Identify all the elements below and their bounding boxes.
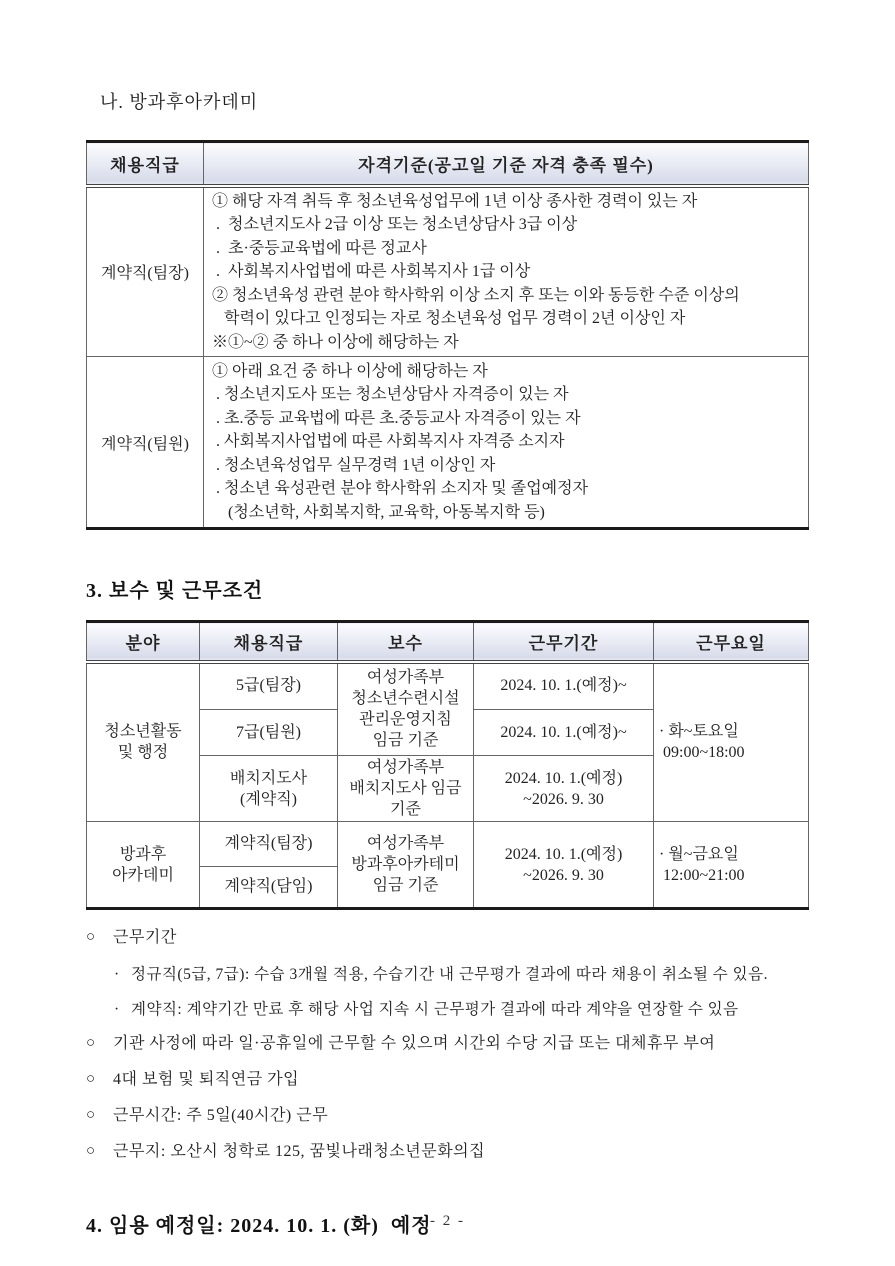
criteria-line: 학력이 있다고 인정되는 자로 청소년육성 업무 경력이 2년 이상인 자 (212, 310, 686, 327)
grade-cell-contract-homeroom: 계약직(담임) (200, 867, 338, 909)
pay-cell-afterschool: 여성가족부 방과후아카테미 임금 기준 (338, 822, 474, 909)
dot-bullet-icon: · (114, 1001, 120, 1018)
circle-bullet-icon: ○ (86, 1071, 96, 1087)
circle-bullet-icon: ○ (86, 1107, 96, 1123)
period-cell-3: 2024. 10. 1.(예정) ~2026. 9. 30 (474, 756, 654, 822)
compensation-table-header-row (87, 622, 809, 662)
criteria-line: (청소년학, 사회복지학, 교육학, 아동복지학 등) (212, 503, 545, 521)
days-cell-tue-sat: · 화~토요일 09:00~18:00 (654, 662, 809, 822)
header-days: 근무요일 (654, 622, 809, 662)
criteria-line: ② 청소년육성 관련 분야 학사학위 이상 소지 후 또는 이와 동등한 수준 이상의 (212, 286, 740, 304)
criteria-line: . 사회복지사업법에 따른 사회복지사 1급 이상 (212, 263, 531, 280)
circle-bullet-icon: ○ (86, 1143, 96, 1159)
note-item-work-period: ○ 근무기간 (86, 924, 826, 951)
note-item-holiday-work: ○ 기관 사정에 따라 일·공휴일에 근무할 수 있으며 시간외 수당 지급 또는 대체휴무 부여 (86, 1030, 826, 1057)
page-number: - 2 - (430, 1213, 465, 1229)
pay-cell-placement-instructor: 여성가족부 배치지도사 임금 기준 (338, 756, 474, 822)
table-row (87, 662, 809, 710)
header-field: 분야 (87, 622, 200, 662)
grade-cell-team-leader: 계약직(팀장) (87, 186, 204, 357)
grade-cell-level5: 5급(팀장) (200, 662, 338, 710)
grade-cell-placement-instructor: 배치지도사 (계약직) (200, 756, 338, 822)
header-grade: 채용직급 (87, 142, 204, 186)
note-item-work-hours: ○ 근무시간: 주 5일(40시간) 근무 (86, 1102, 826, 1129)
section-heading-compensation: 3. 보수 및 근무조건 (86, 580, 264, 602)
grade-cell-contract-leader: 계약직(팀장) (200, 822, 338, 867)
period-cell-2: 2024. 10. 1.(예정)~ (474, 710, 654, 756)
criteria-line: ① 해당 자격 취득 후 청소년육성업무에 1년 이상 종사한 경력이 있는 자 (212, 192, 698, 210)
header-grade: 채용직급 (200, 622, 338, 662)
field-cell-afterschool: 방과후 아카데미 (87, 822, 200, 909)
criteria-line: . 청소년지도사 2급 이상 또는 청소년상담사 3급 이상 (212, 216, 578, 233)
subnote-item-regular: · 정규직(5급, 7급): 수습 3개월 적용, 수습기간 내 근무평가 결과에 따라 채용이 취소될 수 있음. (114, 960, 826, 989)
criteria-line: . 초·중등교육법에 따른 정교사 (212, 239, 427, 257)
note-item-workplace: ○ 근무지: 오산시 청학로 125, 꿈빛나래청소년문화의집 (86, 1138, 826, 1165)
circle-bullet-icon: ○ (86, 929, 96, 945)
criteria-line: ① 아래 요건 중 하나 이상에 해당하는 자 (212, 362, 488, 380)
days-cell-mon-fri: · 월~금요일 12:00~21:00 (654, 822, 809, 909)
header-period: 근무기간 (474, 622, 654, 662)
period-cell-1: 2024. 10. 1.(예정)~ (474, 662, 654, 710)
page-content (86, 88, 810, 1238)
criteria-cell-team-leader (204, 186, 809, 357)
qualification-table (86, 140, 809, 530)
subnote-item-contract: · 계약직: 계약기간 만료 후 해당 사업 지속 시 근무평가 결과에 따라 계약을 연장할 수 있음 (114, 995, 826, 1024)
pay-cell-facility-guideline: 여성가족부 청소년수련시설 관리운영지침 임금 기준 (338, 662, 474, 756)
qualification-table-header-row (87, 142, 809, 186)
section-heading-appointment-date: 4. 임용 예정일: 2024. 10. 1. (화) 예정 (86, 1215, 432, 1237)
dot-bullet-icon: · (114, 966, 120, 983)
note-item-insurance: ○ 4대 보험 및 퇴직연금 가입 (86, 1066, 826, 1093)
compensation-table (86, 620, 809, 910)
table-row (87, 357, 809, 529)
criteria-line: . 청소년육성업무 실무경력 1년 이상인 자 (212, 456, 496, 474)
header-pay: 보수 (338, 622, 474, 662)
criteria-line: ※①~② 중 하나 이상에 해당하는 자 (212, 333, 459, 351)
subsection-heading-afterschool: 나. 방과후아카데미 (100, 92, 259, 112)
field-cell-youth-activity: 청소년활동 및 행정 (87, 662, 200, 822)
table-row (87, 186, 809, 357)
working-conditions-notes (86, 924, 826, 1165)
criteria-cell-team-member (204, 357, 809, 529)
grade-cell-team-member: 계약직(팀원) (87, 357, 204, 529)
criteria-line: . 초.중등 교육법에 따른 초.중등교사 자격증이 있는 자 (212, 409, 581, 427)
criteria-line: . 청소년 육성관련 분야 학사학위 소지자 및 졸업예정자 (212, 480, 589, 498)
grade-cell-level7: 7급(팀원) (200, 710, 338, 756)
table-row (87, 822, 809, 867)
circle-bullet-icon: ○ (86, 1035, 96, 1051)
criteria-line: . 청소년지도사 또는 청소년상담사 자격증이 있는 자 (212, 386, 569, 404)
criteria-line: . 사회복지사업법에 따른 사회복지사 자격증 소지자 (212, 433, 565, 451)
period-cell-4: 2024. 10. 1.(예정) ~2026. 9. 30 (474, 822, 654, 909)
header-criteria: 자격기준(공고일 기준 자격 충족 필수) (204, 142, 809, 186)
note-subitems (114, 960, 826, 1024)
